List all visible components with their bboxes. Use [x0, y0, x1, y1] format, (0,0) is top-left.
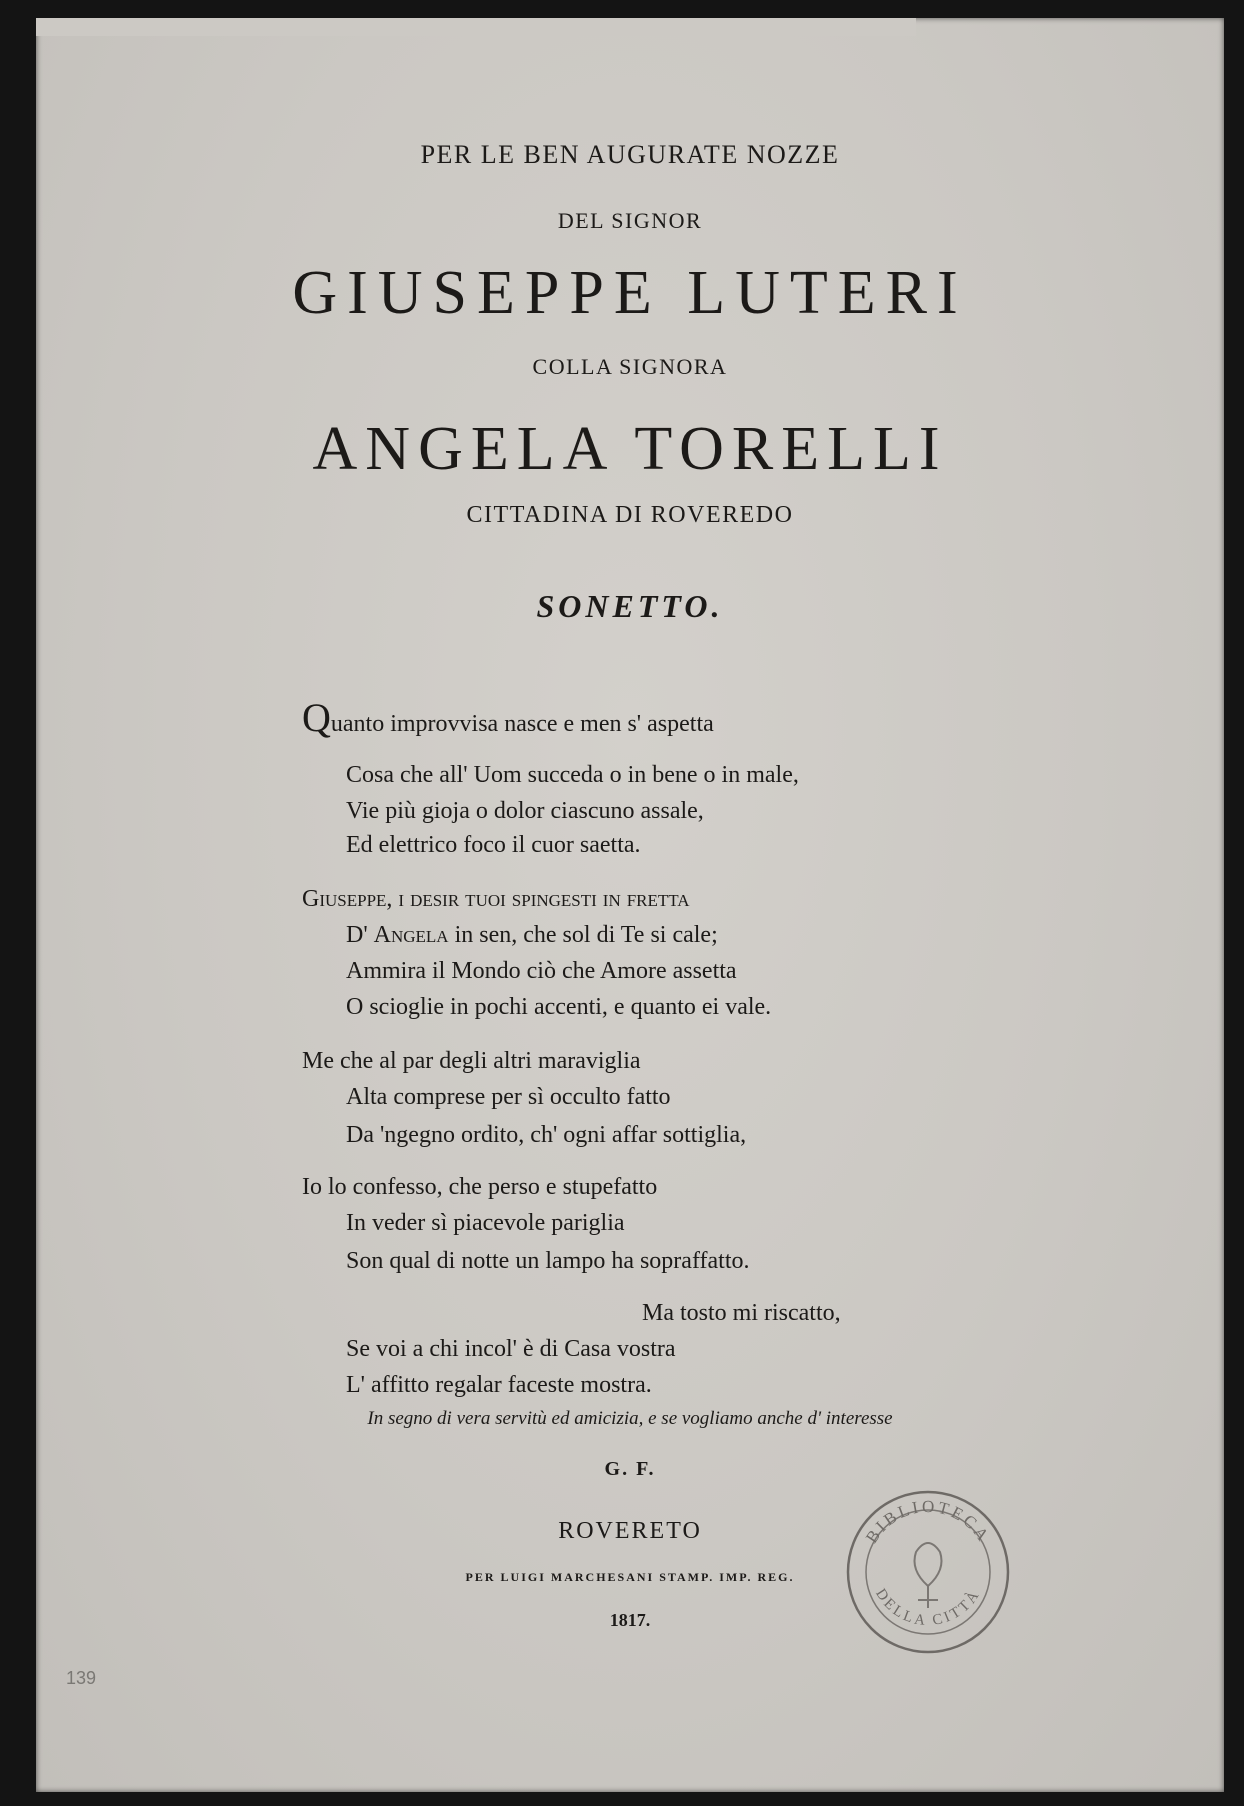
poem-line: Ammira il Mondo ciò che Amore assetta	[346, 958, 737, 984]
poem-line: Cosa che all' Uom succeda o in bene o in male,	[346, 762, 799, 788]
genre-heading: SONETTO.	[536, 588, 724, 624]
library-stamp-icon	[838, 1482, 1018, 1662]
imprint-place: ROVERETO	[558, 1518, 702, 1544]
stamp-text-top: BIBLIOTECA	[861, 1496, 995, 1547]
pencil-shelfmark: 139	[66, 1668, 97, 1688]
title-line-signora: COLLA SIGNORA	[532, 354, 728, 379]
dedication: In segno di vera servitù ed amicizia, e se vogliamo anche d' interesse	[367, 1408, 893, 1429]
groom-name: GIUSEPPE LUTERI	[292, 259, 968, 327]
bride-name: ANGELA TORELLI	[312, 415, 948, 483]
poem-line: O scioglie in pochi accenti, e quanto ei vale.	[346, 994, 772, 1020]
imprint-printer: PER LUIGI MARCHESANI STAMP. IMP. REG.	[465, 1570, 795, 1584]
poem-line: Se voi a chi incol' è di Casa vostra	[346, 1336, 676, 1362]
drop-cap: Q	[302, 695, 331, 740]
title-line-signor: DEL SIGNOR	[557, 208, 703, 233]
poem-line: Vie più gioja o dolor ciascuno assale,	[346, 798, 704, 824]
poem-line: Alta comprese per sì occulto fatto	[346, 1084, 671, 1110]
poem-line: In veder sì piacevole pariglia	[346, 1210, 625, 1236]
poem-line: Ed elettrico foco il cuor saetta.	[346, 832, 641, 858]
poem-line: Io lo confesso, che perso e stupefatto	[302, 1174, 658, 1200]
poem-line: Giuseppe, i desir tuoi spingesti in fretta	[302, 886, 690, 912]
poem-line: Son qual di notte un lampo ha sopraffatto.	[346, 1248, 750, 1274]
poem-line: D' Angela in sen, che sol di Te si cale;	[346, 922, 718, 948]
signature-initials: G. F.	[604, 1458, 656, 1480]
poem-line: Ma tosto mi riscatto,	[642, 1300, 841, 1326]
stamp-text-bottom: DELLA CITTÀ	[872, 1586, 984, 1630]
title-line-nozze: PER LE BEN AUGURATE NOZZE	[420, 140, 840, 169]
poem-line: Da 'ngegno ordito, ch' ogni affar sottiglia,	[346, 1122, 747, 1148]
poem-line: Me che al par degli altri maraviglia	[302, 1048, 641, 1074]
title-line-cittadina: CITTADINA DI ROVEREDO	[466, 502, 794, 528]
imprint-year: 1817.	[609, 1610, 651, 1630]
poem-line: L' affitto regalar faceste mostra.	[346, 1372, 652, 1398]
broadside-sheet	[36, 18, 1224, 1792]
svg-text:BIBLIOTECA	[862, 1497, 994, 1547]
poem-line: Quanto improvvisa nasce e men s' aspetta	[302, 695, 714, 740]
